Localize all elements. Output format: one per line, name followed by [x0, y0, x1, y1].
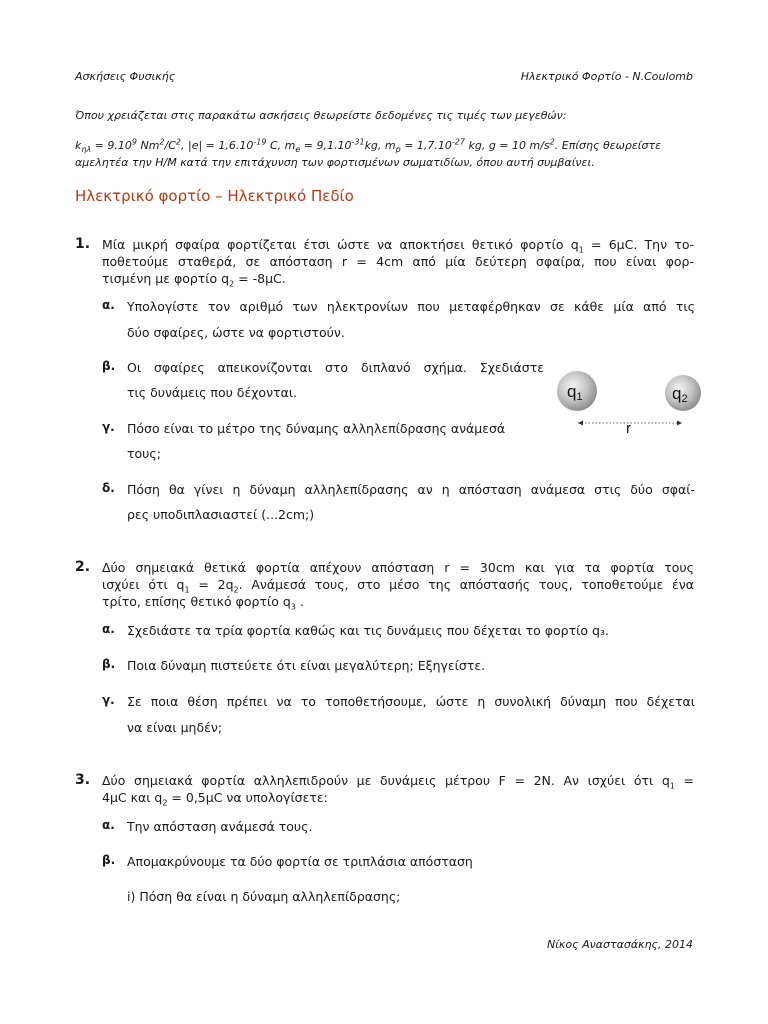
header-right: Ηλεκτρικό Φορτίο - Ν.Coulomb — [520, 70, 693, 83]
arrow-right-icon — [677, 421, 682, 426]
problem-2-line-1: Δύο σημειακά θετικά φορτία απέχουν απόσταση r = 30cm και για τα φορτία τους — [102, 560, 694, 575]
problem-1a-line-2: δύο σφαίρες, ώστε να φορτιστούν. — [127, 325, 345, 340]
problem-2-line-3: τρίτο, επίσης θετικό φορτίο $q_3$ . — [102, 594, 304, 612]
charges-figure — [548, 360, 708, 440]
problem-1-number: 1. — [75, 236, 91, 252]
problem-1c-line-2: τους; — [127, 446, 161, 461]
problem-2a-letter: α. — [102, 622, 115, 636]
problem-2c-letter: γ. — [102, 693, 115, 707]
problem-2b-letter: β. — [102, 657, 116, 671]
problem-1b-letter: β. — [102, 359, 116, 373]
constants-note: αμελητέα την Η/Μ κατά την επιτάχυνση των φορτισμένων σωματιδίων, όπου αυτή συμβαίνει. — [75, 156, 595, 169]
problem-2-number: 2. — [75, 559, 91, 575]
problem-1d-line-1: Πόση θα γίνει η δύναμη αλληλεπίδρασης αν η απόσταση ανάμεσα στις δύο σφαί- — [127, 482, 695, 497]
problem-3b-line-1: Απομακρύνουμε τα δύο φορτία σε τριπλάσια απόσταση — [127, 854, 473, 869]
problem-1-line-3: τισμένη με φορτίο $q_2 = -8\mu C$. — [102, 271, 286, 289]
constants-intro: Όπου χρειάζεται στις παρακάτω ασκήσεις θεωρείστε δεδομένες τις τιμές των μεγεθών: — [75, 109, 567, 122]
problem-1d-letter: δ. — [102, 481, 115, 495]
q1-label: q1 — [567, 382, 583, 403]
problem-1b-line-1: Οι σφαίρες απεικονίζονται στο διπλανό σχήμα. Σχεδιάστε — [127, 360, 544, 375]
arrow-left-icon — [578, 421, 583, 426]
problem-2c-line-2: να είναι μηδέν; — [127, 720, 223, 735]
problem-1-line-2: ποθετούμε σταθερά, σε απόσταση r = 4cm από μία δεύτερη σφαίρα, που είναι φορ- — [102, 254, 694, 269]
problem-1a-line-1: Υπολογίστε τον αριθμό των ηλεκτρονίων που μεταφέρθηκαν σε κάθε μία από τις — [127, 299, 695, 314]
problem-2-line-2: ισχύει ότι $q_1 = 2q_2$. Ανάμεσά τους, στο μέσο της απόστασής τους, τοποθετούμε ένα — [102, 577, 694, 595]
problem-3-line-1: Δύο σημειακά φορτία αλληλεπιδρούν με δυνάμεις μέτρου F = 2N. Αν ισχύει ότι $q_1$ = — [102, 773, 694, 791]
problem-1c-letter: γ. — [102, 420, 115, 434]
problem-2a-line-1: Σχεδιάστε τα τρία φορτία καθώς και τις δυνάμεις που δέχεται το φορτίο q₃. — [127, 623, 609, 638]
problem-1b-line-2: τις δυνάμεις που δέχονται. — [127, 385, 298, 400]
problem-3-line-2: 4μC και $q_2 = 0,5\mu C$ να υπολογίσετε: — [102, 790, 328, 808]
problem-1a-letter: α. — [102, 298, 115, 312]
problem-3b-subitem-i: i) Πόση θα είναι η δύναμη αλληλεπίδρασης; — [127, 889, 401, 904]
problem-3a-line-1: Την απόσταση ανάμεσά τους. — [127, 819, 313, 834]
q2-label: q2 — [672, 384, 688, 405]
problem-2c-line-1: Σε ποια θέση πρέπει να το τοποθετήσουμε, ώστε η συνολική δύναμη που δέχεται — [127, 694, 695, 709]
problem-2b-line-1: Ποια δύναμη πιστεύετε ότι είναι μεγαλύτερη; Εξηγείστε. — [127, 658, 486, 673]
header-left: Ασκήσεις Φυσικής — [75, 70, 176, 83]
problem-1-line-1: Μία μικρή σφαίρα φορτίζεται έτσι ώστε να αποκτήσει θετικό φορτίο $q_1 = 6\mu C$. Την το- — [102, 237, 694, 255]
problem-3-number: 3. — [75, 772, 91, 788]
problem-1c-line-1: Πόσο είναι το μέτρο της δύναμης αλληλεπίδρασης ανάμεσά — [127, 421, 506, 436]
problem-1d-line-2: ρες υποδιπλασιαστεί (...2cm;) — [127, 507, 315, 522]
constants-line: $k_{\eta\lambda} = 9.10^9$ $Nm^2/C^2$, $|e| = 1,6.10^{-19}$ C, $m_e = 9,1.10^{-31}kg$, $m_p = 1,7.10^{-27}$ kg, g = 10 $m/s^2$. Επίσης θεωρείστε — [75, 137, 662, 155]
r-label: r — [626, 420, 631, 437]
problem-3a-letter: α. — [102, 818, 115, 832]
problem-3b-letter: β. — [102, 853, 116, 867]
footer-author: Νίκος Αναστασάκης, 2014 — [546, 938, 693, 951]
section-title: Ηλεκτρικό φορτίο – Ηλεκτρικό Πεδίο — [75, 187, 354, 205]
